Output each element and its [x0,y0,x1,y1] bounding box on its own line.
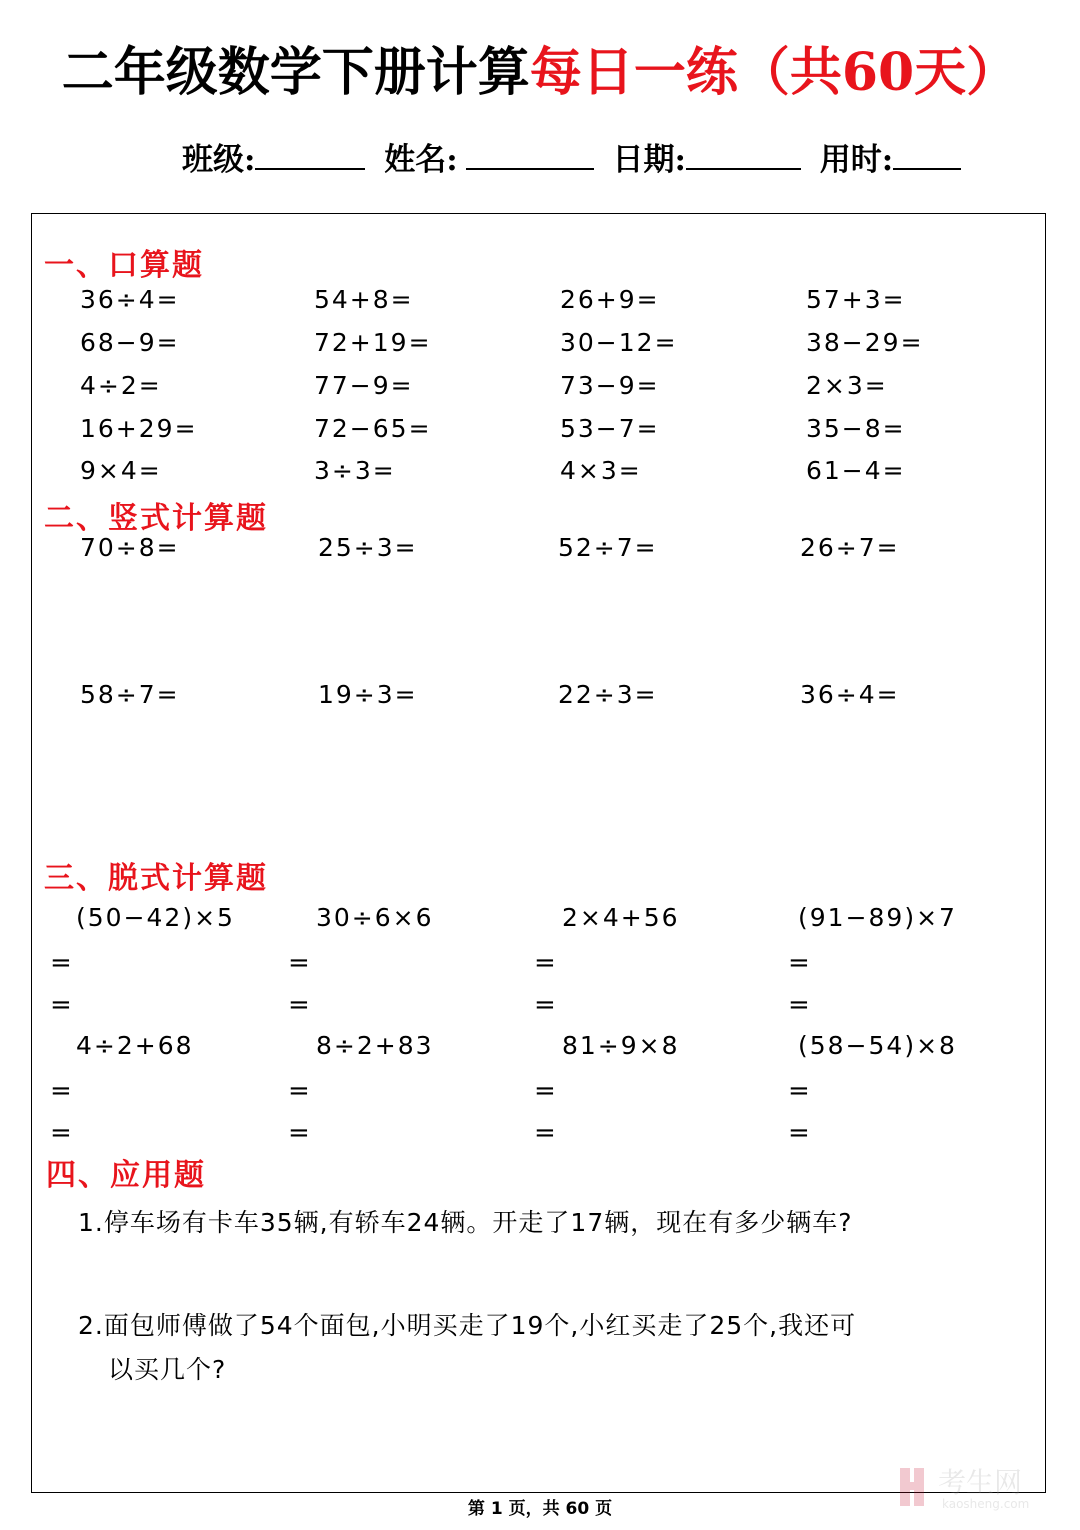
section-step-heading: 三、脱式计算题 [44,861,268,896]
word-problem-2-line1: 2.面包师傅做了54个面包,小明买走了19个,小红买走了25个,我还可 [78,1311,857,1340]
watermark-logo [898,1462,1068,1512]
step-equals-line: = [534,1076,556,1106]
oral-question: 9×4= [80,456,162,485]
oral-question: 3÷3= [314,456,396,485]
step-equals-line: = [50,948,72,978]
page-footer: 第 1 页，共 60 页 [467,1499,613,1519]
watermark-text: 考生网 [938,1466,1023,1499]
oral-question: 2×3= [806,371,888,400]
step-equals-line: = [534,948,556,978]
time-blank[interactable] [893,138,961,170]
vertical-question: 19÷3= [318,680,418,709]
vertical-question: 22÷3= [558,680,658,709]
step-equals-line: = [288,1118,310,1148]
oral-question: 16+29= [80,414,198,443]
oral-question: 4×3= [560,456,642,485]
oral-question: 36÷4= [80,285,180,314]
step-equals-line: = [788,948,810,978]
vertical-question: 26÷7= [800,533,900,562]
time-label: 用时: [819,142,894,178]
step-equals-line: = [788,1118,810,1148]
step-expression: (58−54)×8 [798,1031,957,1060]
page-title [0,38,1080,108]
step-equals-line: = [50,1076,72,1106]
oral-question: 68−9= [80,328,180,357]
section-vertical-heading: 二、竖式计算题 [44,501,268,536]
oral-question: 30−12= [560,328,678,357]
section-word-heading: 四、应用题 [46,1158,206,1193]
oral-question: 61−4= [806,456,906,485]
oral-question: 77−9= [314,371,414,400]
vertical-question: 25÷3= [318,533,418,562]
oral-question: 57+3= [806,285,906,314]
title-main: 二年级数学下册计算 [61,42,530,103]
word-problem-1: 1.停车场有卡车35辆,有轿车24辆。开走了17辆，现在有多少辆车? [78,1208,853,1237]
step-equals-line: = [288,1076,310,1106]
name-label: 姓名: [384,142,458,178]
step-expression: 2×4+56 [562,903,680,932]
vertical-question: 70÷8= [80,533,180,562]
class-blank[interactable] [255,138,365,170]
step-equals-line: = [50,990,72,1020]
step-equals-line: = [288,990,310,1020]
watermark-mark-bar [900,1482,924,1490]
name-blank[interactable] [466,138,594,170]
step-equals-line: = [534,1118,556,1148]
step-equals-line: = [788,990,810,1020]
oral-question: 53−7= [560,414,660,443]
oral-question: 73−9= [560,371,660,400]
vertical-question: 52÷7= [558,533,658,562]
step-equals-line: = [50,1118,72,1148]
oral-question: 72+19= [314,328,432,357]
date-blank[interactable] [686,138,801,170]
vertical-question: 58÷7= [80,680,180,709]
step-expression: 4÷2+68 [76,1031,194,1060]
oral-question: 35−8= [806,414,906,443]
step-equals-line: = [534,990,556,1020]
student-info-row [182,134,969,179]
oral-question: 72−65= [314,414,432,443]
class-label: 班级: [182,142,256,178]
oral-question: 26+9= [560,285,660,314]
section-oral-heading: 一、口算题 [44,248,204,283]
step-expression: 8÷2+83 [316,1031,434,1060]
step-expression: (50−42)×5 [76,903,235,932]
watermark-sub: kaosheng.com [942,1497,1030,1511]
oral-question: 4÷2= [80,371,162,400]
step-equals-line: = [788,1076,810,1106]
step-expression: 30÷6×6 [316,903,434,932]
oral-question: 38−29= [806,328,924,357]
step-expression: 81÷9×8 [562,1031,680,1060]
date-label: 日期: [612,142,686,178]
oral-question: 54+8= [314,285,414,314]
word-problem-2-line2: 以买几个? [108,1355,227,1384]
title-highlight: 每日一练（共60天） [529,42,1019,103]
step-expression: (91−89)×7 [798,903,957,932]
step-equals-line: = [288,948,310,978]
vertical-question: 36÷4= [800,680,900,709]
